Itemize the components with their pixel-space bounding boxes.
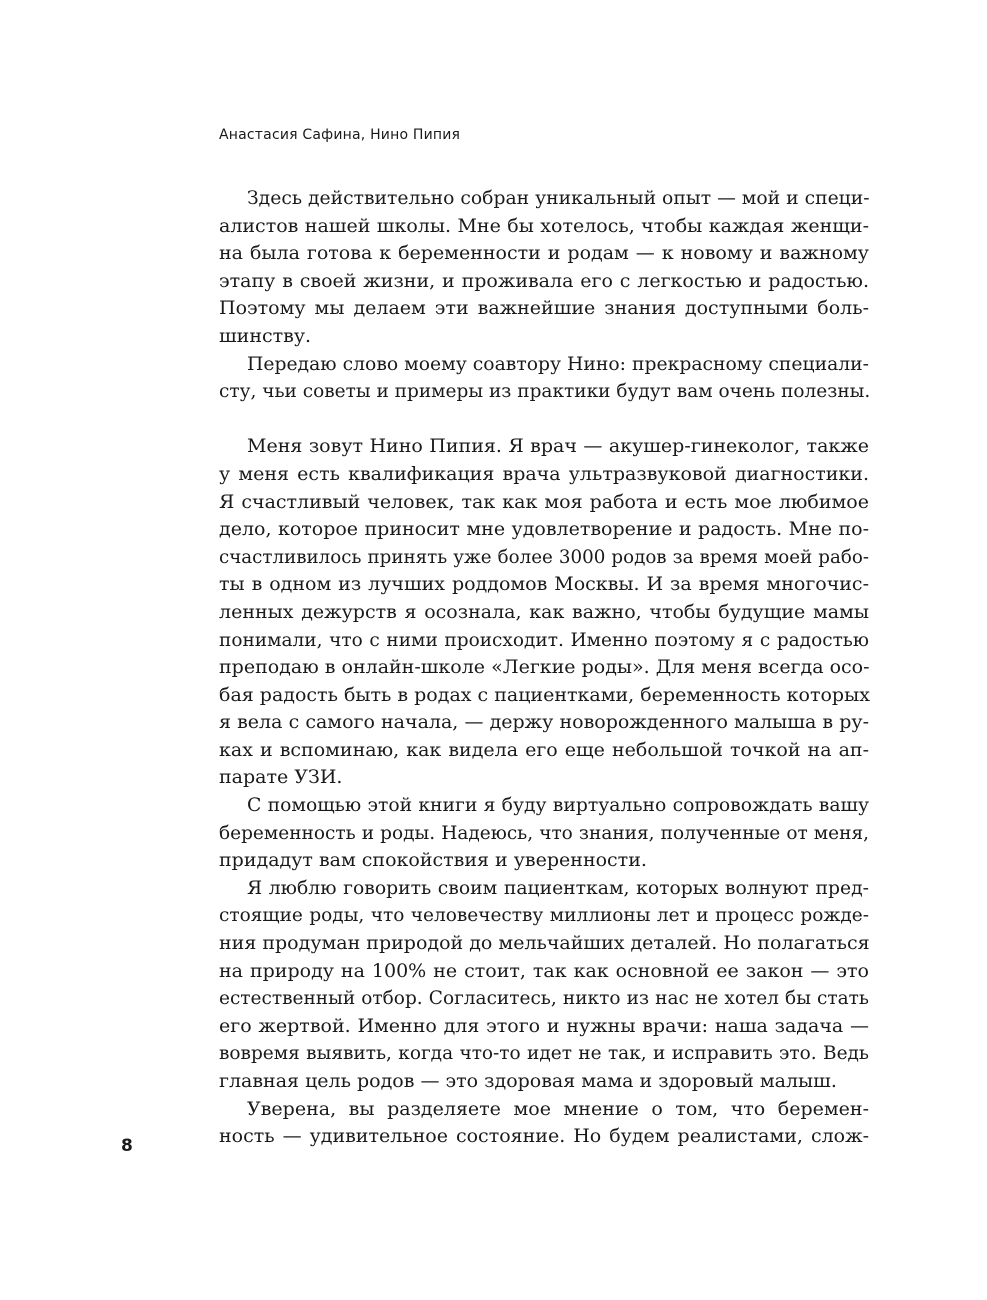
text-line: его жертвой. Именно для этого и нужны врачи: наша задача — bbox=[219, 1014, 869, 1037]
text-line: алистов нашей школы. Мне бы хотелось, чтобы каждая женщи- bbox=[219, 214, 869, 237]
text-line: С помощью этой книги я буду виртуально сопровождать вашу bbox=[247, 795, 869, 817]
text-line: Я люблю говорить своим пациенткам, которых волнуют пред- bbox=[247, 877, 869, 899]
paragraph-5 bbox=[219, 875, 869, 1096]
text-line: придадут вам спокойствия и уверенности. bbox=[219, 849, 647, 872]
paragraph-1 bbox=[219, 185, 869, 351]
text-line: главная цель родов — это здоровая мама и здоровый малыш. bbox=[219, 1070, 837, 1092]
running-head: Анастасия Сафина, Нино Пипия bbox=[219, 127, 461, 143]
section-break bbox=[219, 406, 869, 434]
text-line: Меня зовут Нино Пипия. Я врач — акушер-гинеколог, также bbox=[247, 435, 869, 458]
text-line: естественный отбор. Согласитесь, никто из нас не хотел бы стать bbox=[219, 988, 869, 1010]
text-line: ния продуман природой до мельчайших деталей. Но полагаться bbox=[219, 932, 870, 955]
text-line: преподаю в онлайн-школе «Легкие роды». Для меня всегда осо- bbox=[219, 656, 870, 679]
text-line: парате УЗИ. bbox=[219, 766, 343, 789]
text-line: Поэтому мы делаем эти важнейшие знания доступными боль- bbox=[219, 297, 869, 320]
text-line: у меня есть квалификация врача ультразвуковой диагностики. bbox=[219, 462, 869, 485]
text-line: ты в одном из лучших роддомов Москвы. И за время многочис- bbox=[219, 573, 869, 596]
text-line: я вела с самого начала, — держу новорожденного малыша в ру- bbox=[219, 711, 869, 734]
text-line: сту, чьи советы и примеры из практики будут вам очень полезны. bbox=[219, 381, 871, 403]
body-text bbox=[219, 185, 869, 1151]
text-line: дело, которое приносит мне удовлетворение и радость. Мне по- bbox=[219, 518, 869, 541]
text-line: этапу в своей жизни, и проживала его с легкостью и радостью. bbox=[219, 269, 869, 292]
text-line: Уверена, вы разделяете мое мнение о том, что беремен- bbox=[247, 1097, 869, 1120]
text-line: на природу на 100% не стоит, так как основной ее закон — это bbox=[219, 959, 869, 982]
text-line: на была готова к беременности и родам — к новому и важному bbox=[219, 242, 869, 265]
paragraph-3 bbox=[219, 433, 869, 792]
text-line: Передаю слово моему соавтору Нино: прекрасному специали- bbox=[247, 353, 869, 375]
paragraph-6 bbox=[219, 1096, 869, 1151]
text-line: Здесь действительно собран уникальный опыт — мой и специ- bbox=[247, 188, 870, 209]
text-line: бая радость быть в родах с пациентками, беременность которых bbox=[219, 683, 870, 706]
text-line: ках и вспоминаю, как видела его еще небольшой точкой на ап- bbox=[219, 738, 869, 761]
text-line: шинству. bbox=[219, 324, 312, 347]
text-line: стоящие роды, что человечеству миллионы лет и процесс рожде- bbox=[219, 905, 869, 927]
text-line: понимали, что с ними происходит. Именно поэтому я с радостью bbox=[219, 629, 869, 651]
text-line: Я счастливый человек, так как моя работа и есть мое любимое bbox=[219, 490, 869, 513]
page-number: 8 bbox=[121, 1136, 133, 1156]
text-line: ность — удивительное состояние. Но будем реалистами, слож- bbox=[219, 1125, 869, 1148]
text-line: ленных дежурств я осознала, как важно, чтобы будущие мамы bbox=[219, 600, 869, 623]
paragraph-4 bbox=[219, 792, 869, 875]
text-line: беременность и роды. Надеюсь, что знания, полученные от меня, bbox=[219, 822, 869, 844]
text-line: счастливилось принять уже более 3000 родов за время моей рабо- bbox=[219, 546, 869, 568]
paragraph-2 bbox=[219, 351, 869, 406]
text-line: вовремя выявить, когда что-то идет не так, и исправить это. Ведь bbox=[219, 1043, 869, 1065]
